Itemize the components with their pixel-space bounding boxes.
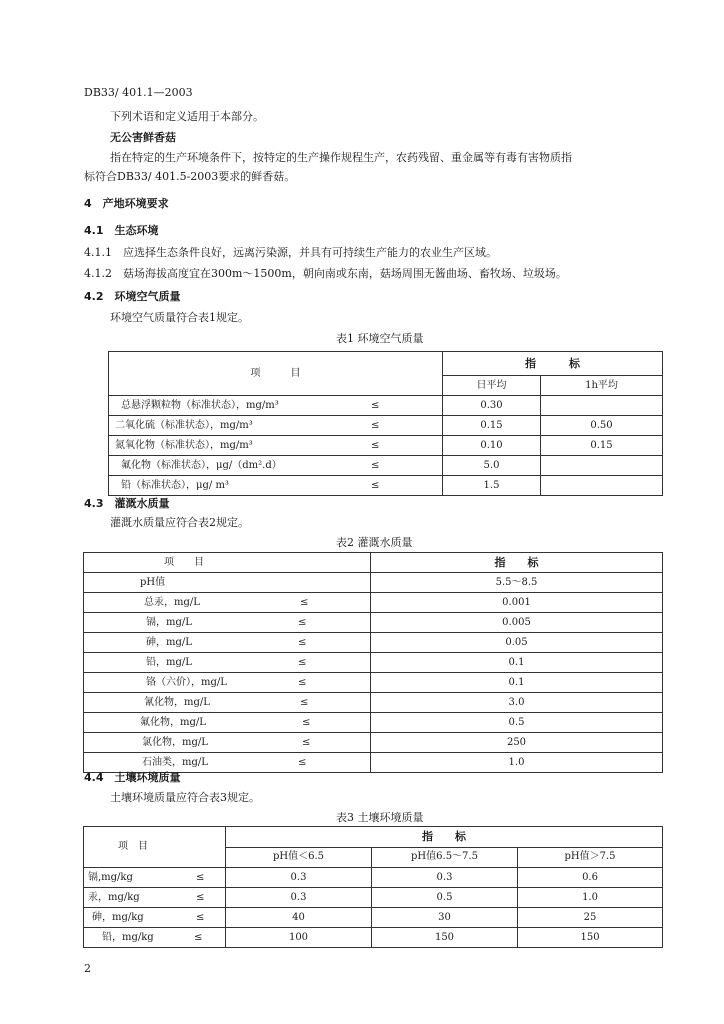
table3-header-ph-mid: pH值6.5～7.5 [372,847,518,868]
table1-caption: 表1 环境空气质量 [336,332,424,345]
table3-soil-quality [83,826,663,948]
table3-header-index: 指 标 [226,827,663,848]
table-row [109,456,663,476]
table2-row-symbol: ≤ [298,676,307,688]
term-definition-line1: 指在特定的生产环境条件下，按特定的生产操作规程生产，农药残留、重金属等有毒有害物质指 [110,151,572,164]
table2-header-item: 项 目 [84,553,371,573]
table3-row-symbol: ≤ [196,871,205,883]
table2-irrigation-water [83,552,663,773]
table3-row-name: 铅，mg/kg [102,931,154,943]
table2-row-value: 3.0 [371,693,663,713]
table2-row-name: 氯化物，mg/L [142,736,208,748]
table-row [84,653,663,673]
table2-row-name: 铅，mg/L [146,656,192,668]
table1-header-hourly: 1h平均 [541,376,663,396]
table1-row-hourly [541,396,663,416]
table3-row-ph-low: 100 [226,928,372,948]
term-definition-line2: 标符合DB33/ 401.5-2003要求的鲜香菇。 [84,170,296,183]
table3-row-name: 砷，mg/kg [92,911,144,923]
table3-row-ph-low: 0.3 [226,868,372,888]
table3-row-ph-low: 0.3 [226,888,372,908]
table1-row-hourly [541,456,663,476]
table3-row-name: 镉,mg/kg [88,871,133,883]
table1-row-name: 铅（标准状态），μg/ m³ [121,479,229,491]
table3-row-symbol: ≤ [194,931,203,943]
table2-row-value: 1.0 [371,753,663,773]
table-row [109,436,663,456]
table1-header-daily: 日平均 [443,376,541,396]
table-row [84,753,663,773]
table3-header-ph-low: pH值＜6.5 [226,847,372,868]
table1-row-daily: 1.5 [443,476,541,496]
table2-row-name: 总汞，mg/L [144,596,200,608]
table2-row-value: 0.5 [371,713,663,733]
table1-header-item: 项 目 [109,352,443,396]
table2-header-index: 指 标 [371,553,663,573]
table2-row-symbol: ≤ [298,756,307,768]
table2-row-name: pH值 [140,576,166,588]
table1-row-symbol: ≤ [371,479,380,491]
table3-header-ph-high: pH值＞7.5 [518,847,663,868]
table3-row-ph-mid: 150 [372,928,518,948]
table2-row-name: 氰化物，mg/L [144,696,210,708]
table1-row-name: 二氧化硫（标准状态），mg/m³ [115,419,253,431]
table1-row-name: 氮氧化物（标准状态），mg/m³ [115,439,253,451]
table1-row-hourly: 0.50 [541,416,663,436]
table1-row-hourly [541,476,663,496]
table2-row-symbol: ≤ [300,696,309,708]
table-row [84,613,663,633]
section-4-4-title: 4.4 土壤环境质量 [84,771,181,784]
table1-row-daily: 0.15 [443,416,541,436]
table3-row-ph-high: 1.0 [518,888,663,908]
table-row [84,868,663,888]
table3-row-ph-mid: 0.3 [372,868,518,888]
table3-row-ph-mid: 30 [372,908,518,928]
table-row [84,633,663,653]
table-row [84,888,663,908]
table1-row-daily: 0.30 [443,396,541,416]
table-row [84,693,663,713]
section-4-1-title: 4.1 生态环境 [84,224,159,237]
table1-row-name: 总悬浮颗粒物（标准状态），mg/m³ [121,399,279,411]
section-4-3-title: 4.3 灌溉水质量 [84,497,170,510]
terms-intro: 下列术语和定义适用于本部分。 [110,110,264,123]
term-title: 无公害鲜香菇 [110,131,176,144]
page-number: 2 [84,962,91,975]
table3-row-ph-mid: 0.5 [372,888,518,908]
table1-air-quality [108,351,663,496]
table2-row-value: 0.1 [371,673,663,693]
table-row [109,416,663,436]
table-row [84,593,663,613]
table-row [109,476,663,496]
table2-row-value: 0.05 [371,633,663,653]
table1-row-hourly: 0.15 [541,436,663,456]
section-4-1-2: 4.1.2 菇场海拔高度宜在300m～1500m，朝向南或东南，菇场周围无酱曲场、畜牧场、垃圾场。 [84,267,567,280]
table2-row-value: 0.001 [371,593,663,613]
table-row [84,673,663,693]
section-4-title: 4 产地环境要求 [84,197,169,210]
table-row [84,908,663,928]
table3-row-ph-low: 40 [226,908,372,928]
section-4-2-title: 4.2 环境空气质量 [84,290,181,303]
table2-row-name: 铬（六价），mg/L [146,676,227,688]
table1-row-daily: 5.0 [443,456,541,476]
section-4-3-text: 灌溉水质量应符合表2规定。 [110,516,249,529]
table2-row-symbol: ≤ [298,616,307,628]
table2-row-name: 石油类，mg/L [142,756,208,768]
table3-row-name: 汞，mg/kg [88,891,140,903]
table3-row-ph-high: 25 [518,908,663,928]
section-4-2-text: 环境空气质量符合表1规定。 [110,311,249,324]
table2-row-value: 5.5～8.5 [371,573,663,593]
document-header: DB33/ 401.1—2003 [84,86,193,99]
table1-row-symbol: ≤ [371,419,380,431]
table3-caption: 表3 土壤环境质量 [336,811,424,824]
table-row [109,396,663,416]
table1-row-symbol: ≤ [371,459,380,471]
table-row [84,928,663,948]
table1-row-symbol: ≤ [371,439,380,451]
table2-row-name: 镉，mg/L [146,616,192,628]
table-row [84,573,663,593]
table2-row-name: 氟化物，mg/L [140,716,206,728]
table3-row-ph-high: 0.6 [518,868,663,888]
table2-row-value: 0.005 [371,613,663,633]
table3-row-symbol: ≤ [196,891,205,903]
table2-row-symbol: ≤ [300,596,309,608]
section-4-4-text: 土壤环境质量应符合表3规定。 [110,791,260,804]
table1-row-daily: 0.10 [443,436,541,456]
table2-row-value: 250 [371,733,663,753]
table-row [84,713,663,733]
table3-row-ph-high: 150 [518,928,663,948]
section-4-1-1: 4.1.1 应选择生态条件良好，远离污染源，并具有可持续生产能力的农业生产区域。 [84,246,497,259]
table2-row-symbol: ≤ [298,636,307,648]
table2-row-value: 0.1 [371,653,663,673]
table-row [84,733,663,753]
table2-row-symbol: ≤ [302,736,311,748]
table2-row-name: 砷，mg/L [146,636,192,648]
table2-row-symbol: ≤ [298,656,307,668]
table2-caption: 表2 灌溉水质量 [336,536,413,549]
table2-row-symbol: ≤ [302,716,311,728]
table1-row-symbol: ≤ [371,399,380,411]
table3-header-item: 项 目 [84,827,226,868]
table1-header-index: 指 标 [443,352,663,376]
table1-row-name: 氟化物（标准状态），μg/（dm².d） [121,459,282,471]
table3-row-symbol: ≤ [196,911,205,923]
